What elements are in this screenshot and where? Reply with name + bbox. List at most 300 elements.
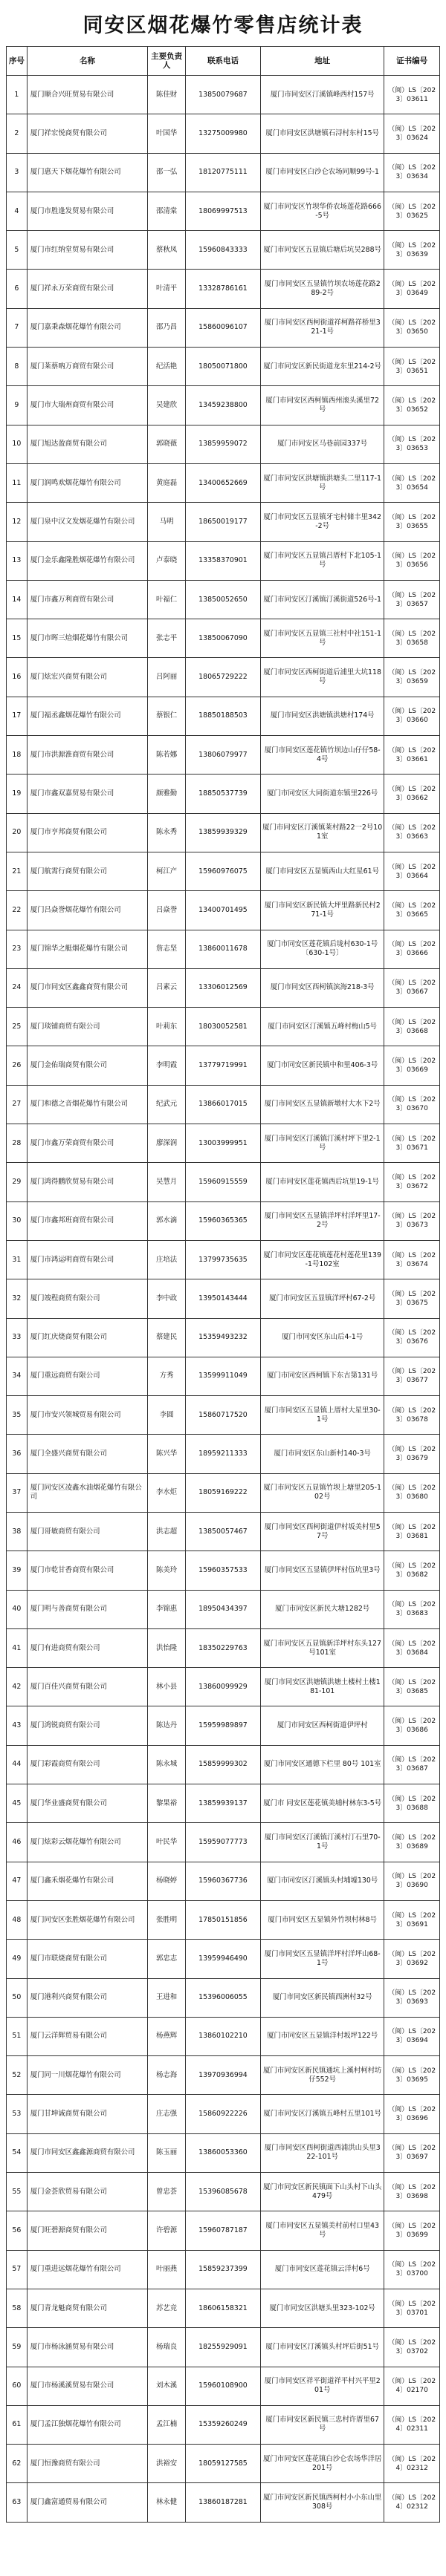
cell-license: （闽）LS〔2023〕03661 [384, 736, 440, 775]
cell-name: 厦门全盛兴商贸有限公司 [27, 1435, 148, 1473]
cell-phone: 15396006055 [185, 1978, 260, 2017]
cell-index: 40 [7, 1590, 28, 1628]
cell-license: （闽）LS〔2023〕03652 [384, 386, 440, 425]
cell-name: 厦门炫宏兴商贸有限公司 [27, 658, 148, 697]
cell-address: 厦门市同安区五显镇美村前村口里43号 [261, 2211, 384, 2250]
cell-index: 17 [7, 697, 28, 735]
cell-phone: 18850537739 [185, 775, 260, 813]
cell-person: 洪志超 [148, 1512, 186, 1551]
cell-person: 陈永秀 [148, 813, 186, 852]
cell-address: 厦门市同安区汀溪镇头村埔墟130号 [261, 1862, 384, 1900]
cell-index: 37 [7, 1473, 28, 1512]
cell-name: 厦门金荟欣贸易有限公司 [27, 2173, 148, 2211]
cell-address: 厦门市同安区五显镇上厝村大星里30-1号 [261, 1396, 384, 1435]
cell-index: 14 [7, 580, 28, 619]
cell-name: 厦门炫彩云烟花爆竹有限公司 [27, 1823, 148, 1862]
cell-phone: 18069997513 [185, 192, 260, 230]
cell-license: （闽）LS〔2023〕03697 [384, 2133, 440, 2172]
cell-address: 厦门市同安区汀溪镇汀溪村汀石里70-1号 [261, 1823, 384, 1862]
cell-index: 38 [7, 1512, 28, 1551]
cell-name: 厦门金乐鑫隆胜烟花爆竹有限公司 [27, 541, 148, 580]
table-row [7, 1745, 440, 1784]
cell-address: 厦门市同安区五显镇竹坝农场莲花路289-2号 [261, 270, 384, 308]
table-row [7, 2173, 440, 2211]
cell-phone: 13860099929 [185, 1668, 260, 1706]
cell-license: （闽）LS〔2024〕02312 [384, 2445, 440, 2483]
cell-phone: 15959989897 [185, 1706, 260, 1745]
cell-name: 厦门市鑫邦班商贸有限公司 [27, 1201, 148, 1240]
cell-phone: 13306012569 [185, 968, 260, 1007]
cell-index: 52 [7, 2056, 28, 2095]
cell-index: 2 [7, 114, 28, 153]
cell-license: （闽）LS〔2023〕03699 [384, 2211, 440, 2250]
cell-license: （闽）LS〔2023〕03654 [384, 463, 440, 502]
cell-license: （闽）LS〔2024〕02170 [384, 2367, 440, 2405]
cell-person: 庄培法 [148, 1240, 186, 1279]
cell-person: 陈美玲 [148, 1551, 186, 1590]
cell-name: 厦门市鑫万利商贸有限公司 [27, 580, 148, 619]
cell-license: （闽）LS〔2023〕03611 [384, 76, 440, 114]
cell-index: 13 [7, 541, 28, 580]
cell-license: （闽）LS〔2023〕03666 [384, 930, 440, 968]
cell-address: 厦门市同安区五显镇洋坪村67-2号 [261, 1279, 384, 1318]
cell-person: 陈玉丽 [148, 2133, 186, 2172]
cell-person: 李中政 [148, 1279, 186, 1318]
table-row [7, 580, 440, 619]
cell-phone: 13358370901 [185, 541, 260, 580]
cell-license: （闽）LS〔2023〕03665 [384, 891, 440, 930]
cell-license: （闽）LS〔2023〕03653 [384, 425, 440, 463]
cell-address: 厦门市同安区西柯街道伊村坂美村里57号 [261, 1512, 384, 1551]
header-row [7, 47, 440, 76]
cell-phone: 15860922226 [185, 2095, 260, 2133]
cell-phone: 13806079977 [185, 736, 260, 775]
cell-index: 19 [7, 775, 28, 813]
cell-license: （闽）LS〔2023〕03686 [384, 1706, 440, 1745]
cell-person: 叶民华 [148, 1823, 186, 1862]
cell-phone: 13860187281 [185, 2483, 260, 2522]
cell-person: 杨瑞良 [148, 2328, 186, 2367]
cell-phone: 18030052581 [185, 1008, 260, 1046]
cell-address: 厦门市同安区西柯镇滨海218-3号 [261, 968, 384, 1007]
cell-address: 厦门市同安区莲花镇竹坝边山仔仔58-4号 [261, 736, 384, 775]
cell-license: （闽）LS〔2023〕03668 [384, 1008, 440, 1046]
table-row [7, 1823, 440, 1862]
cell-license: （闽）LS〔2023〕03658 [384, 619, 440, 658]
cell-index: 25 [7, 1008, 28, 1046]
cell-address: 厦门市同安区新民镇大坪里路新民村271-1号 [261, 891, 384, 930]
cell-address: 厦门市同安区新民街道龙东里214-2号 [261, 348, 384, 386]
cell-address: 厦门市 同安区莲花镇美埔村林东3-5号 [261, 1784, 384, 1823]
cell-index: 32 [7, 1279, 28, 1318]
cell-name: 厦门市联烧商贸有限公司 [27, 1940, 148, 1978]
cell-person: 柯江产 [148, 852, 186, 890]
cell-name: 厦门市胜逢发贸易有限公司 [27, 192, 148, 230]
cell-phone: 18959211333 [185, 1435, 260, 1473]
cell-license: （闽）LS〔2023〕03650 [384, 308, 440, 347]
cell-index: 33 [7, 1318, 28, 1357]
cell-person: 吕阿丽 [148, 658, 186, 697]
cell-address: 厦门市同安区五显镇三社村中社151-1号 [261, 619, 384, 658]
cell-phone: 15860717520 [185, 1396, 260, 1435]
cell-person: 叶国华 [148, 114, 186, 153]
cell-person: 王进和 [148, 1978, 186, 2017]
cell-address: 厦门市同安区五显镇新墩村大水下2号 [261, 1085, 384, 1124]
cell-name: 厦门润鸣欢烟花爆竹有限公司 [27, 463, 148, 502]
cell-index: 12 [7, 503, 28, 541]
cell-index: 42 [7, 1668, 28, 1706]
cell-address: 厦门市同安区莲花镇西后坑里19-1号 [261, 1163, 384, 1201]
cell-index: 55 [7, 2173, 28, 2211]
cell-phone: 15859999302 [185, 1745, 260, 1784]
cell-index: 21 [7, 852, 28, 890]
cell-address: 厦门市同安区西柯街道后浦里大坑118号 [261, 658, 384, 697]
cell-index: 15 [7, 619, 28, 658]
cell-name: 厦门市洪源淮商贸有限公司 [27, 736, 148, 775]
cell-person: 蔡建民 [148, 1318, 186, 1357]
cell-index: 35 [7, 1396, 28, 1435]
cell-address: 厦门市同安区五显镇新洋坪村东头127号101室 [261, 1628, 384, 1667]
cell-phone: 15960843333 [185, 231, 260, 270]
table-row [7, 153, 440, 192]
cell-address: 厦门市同安区新民镇面下山头村下山头479号 [261, 2173, 384, 2211]
cell-index: 31 [7, 1240, 28, 1279]
cell-address: 厦门市同安区五显镇洋坪村洋坪山68-1号 [261, 1940, 384, 1978]
cell-index: 22 [7, 891, 28, 930]
table-row [7, 2250, 440, 2289]
cell-address: 厦门市同安区通德下栏里 80号 101室 [261, 1745, 384, 1784]
cell-phone: 15960976075 [185, 852, 260, 890]
cell-address: 厦门市同安区莲花镇后垅村630-1号〔630-1号〕 [261, 930, 384, 968]
table-row [7, 114, 440, 153]
cell-person: 黄庭磊 [148, 463, 186, 502]
table-row [7, 1473, 440, 1512]
table-row [7, 1008, 440, 1046]
table-row [7, 813, 440, 852]
cell-phone: 17850151856 [185, 1900, 260, 1939]
cell-name: 厦门华业盛商贸有限公司 [27, 1784, 148, 1823]
cell-name: 厦门和德之音烟花爆竹有限公司 [27, 1085, 148, 1124]
cell-address: 厦门市同安区汀溪镇汀溪街道526号-1 [261, 580, 384, 619]
cell-license: （闽）LS〔2023〕03660 [384, 697, 440, 735]
cell-name: 厦门旺碧源商贸有限公司 [27, 2211, 148, 2250]
table-row [7, 775, 440, 813]
cell-name: 厦门市乾甘香商贸有限公司 [27, 1551, 148, 1590]
cell-index: 54 [7, 2133, 28, 2172]
cell-name: 厦门重远商贸有限公司 [27, 1357, 148, 1395]
cell-address: 厦门市同安区五显镇洋坪村洋坪里17-2号 [261, 1201, 384, 1240]
table-row [7, 503, 440, 541]
cell-address: 厦门市同安区汀溪镇峰西村157号 [261, 76, 384, 114]
cell-name: 厦门市安兴领城贸易有限公司 [27, 1396, 148, 1435]
cell-phone: 13850052650 [185, 580, 260, 619]
table-row [7, 736, 440, 775]
cell-address: 厦门市同安区洪塘镇洪塘土楼村土楼181-101 [261, 1668, 384, 1706]
cell-index: 3 [7, 153, 28, 192]
header-phone: 联系电话 [185, 47, 260, 76]
table-row [7, 1978, 440, 2017]
cell-phone: 18050071800 [185, 348, 260, 386]
cell-name: 厦门莱蔡吶万商贸有限公司 [27, 348, 148, 386]
table-row [7, 1940, 440, 1978]
cell-index: 58 [7, 2289, 28, 2327]
table-row [7, 1201, 440, 1240]
cell-index: 62 [7, 2445, 28, 2483]
cell-address: 厦门市同安区汀溪镇五峰村五里101号 [261, 2095, 384, 2133]
cell-name: 厦门同安区张胜烟花爆竹有限公司 [27, 1900, 148, 1939]
table-row [7, 2483, 440, 2522]
cell-address: 厦门市同安区新民大塘1282号 [261, 1590, 384, 1628]
cell-person: 郭晓薇 [148, 425, 186, 463]
cell-license: （闽）LS〔2023〕03695 [384, 2056, 440, 2095]
table-row [7, 270, 440, 308]
table-row [7, 658, 440, 697]
cell-license: （闽）LS〔2023〕03701 [384, 2289, 440, 2327]
cell-phone: 13859959072 [185, 425, 260, 463]
cell-name: 厦门市晖三煊烟花爆竹有限公司 [27, 619, 148, 658]
cell-index: 1 [7, 76, 28, 114]
cell-person: 陈永城 [148, 1745, 186, 1784]
cell-person: 陈若娜 [148, 736, 186, 775]
cell-address: 厦门市同安区东山新村140-3号 [261, 1435, 384, 1473]
table-row [7, 2328, 440, 2367]
cell-address: 厦门市同安区汀溪镇头村坪后街51号 [261, 2328, 384, 2367]
cell-person: 孟江楠 [148, 2405, 186, 2444]
cell-license: （闽）LS〔2023〕03655 [384, 503, 440, 541]
table-row [7, 1668, 440, 1706]
cell-name: 厦门孟江独烟花爆竹有限公司 [27, 2405, 148, 2444]
cell-phone: 15396085678 [185, 2173, 260, 2211]
cell-license: （闽）LS〔2023〕03682 [384, 1551, 440, 1590]
cell-phone: 15960787187 [185, 2211, 260, 2250]
table-row [7, 1124, 440, 1163]
cell-name: 厦门市同安区鑫鑫源商贸有限公司 [27, 2133, 148, 2172]
table-row [7, 1590, 440, 1628]
cell-person: 纪活艳 [148, 348, 186, 386]
cell-phone: 18065729222 [185, 658, 260, 697]
cell-address: 厦门市同安区新民镇中和里406-3号 [261, 1046, 384, 1085]
document-title: 同安区烟花爆竹零售店统计表 [83, 13, 363, 37]
cell-name: 厦门彩霞商贸有限公司 [27, 1745, 148, 1784]
table-row [7, 2445, 440, 2483]
cell-name: 厦门泉中汉文发烟花爆竹有限公司 [27, 503, 148, 541]
cell-phone: 18606158321 [185, 2289, 260, 2327]
cell-phone: 13400701495 [185, 891, 260, 930]
cell-address: 厦门市同安区汀溪镇汀溪村坪下里2-1号 [261, 1124, 384, 1163]
cell-person: 苏艺竞 [148, 2289, 186, 2327]
cell-person: 李水炬 [148, 1473, 186, 1512]
cell-address: 厦门市同安区竹坝华侨农场莲花路666-5号 [261, 192, 384, 230]
cell-address: 厦门市同安区东山后4-1号 [261, 1318, 384, 1357]
cell-address: 厦门市同安区西柯街道西浦洪山头里322-101号 [261, 2133, 384, 2172]
cell-license: （闽）LS〔2023〕03677 [384, 1357, 440, 1395]
table-row [7, 2405, 440, 2444]
cell-license: （闽）LS〔2023〕03684 [384, 1628, 440, 1667]
cell-person: 曾忠荟 [148, 2173, 186, 2211]
cell-phone: 15859237399 [185, 2250, 260, 2289]
cell-index: 26 [7, 1046, 28, 1085]
cell-name: 厦门市鑫双嘉贸易有限公司 [27, 775, 148, 813]
cell-name: 厦门恒豫商贸有限公司 [27, 2445, 148, 2483]
cell-license: （闽）LS〔2023〕03691 [384, 1900, 440, 1939]
cell-phone: 13850057467 [185, 1512, 260, 1551]
cell-license: （闽）LS〔2023〕03689 [384, 1823, 440, 1862]
table-row [7, 2017, 440, 2055]
cell-name: 厦门甘坤诚商贸有限公司 [27, 2095, 148, 2133]
table-row [7, 231, 440, 270]
cell-person: 李明霞 [148, 1046, 186, 1085]
cell-person: 叶莉东 [148, 1008, 186, 1046]
cell-index: 41 [7, 1628, 28, 1667]
cell-license: （闽）LS〔2023〕03663 [384, 813, 440, 852]
cell-name: 厦门同一川烟花爆竹有限公司 [27, 2056, 148, 2095]
cell-index: 61 [7, 2405, 28, 2444]
cell-license: （闽）LS〔2023〕03667 [384, 968, 440, 1007]
cell-phone: 18255929091 [185, 2328, 260, 2367]
cell-phone: 13860053360 [185, 2133, 260, 2172]
table-row [7, 425, 440, 463]
cell-phone: 18120775111 [185, 153, 260, 192]
cell-phone: 18650019177 [185, 503, 260, 541]
table-row [7, 1900, 440, 1939]
cell-person: 蔡秋凤 [148, 231, 186, 270]
cell-address: 厦门市同安区西柯街道祥柯路祥桥里321-1号 [261, 308, 384, 347]
table-row [7, 852, 440, 890]
cell-address: 厦门市同安区新民镇西柯村小小东山里308号 [261, 2483, 384, 2522]
cell-name: 厦门青龙魁商贸有限公司 [27, 2289, 148, 2327]
cell-phone: 13970936994 [185, 2056, 260, 2095]
cell-name: 厦门鸿锐商贸有限公司 [27, 1706, 148, 1745]
cell-license: （闽）LS〔2023〕03702 [384, 2328, 440, 2367]
table-row [7, 697, 440, 735]
cell-phone: 15960365365 [185, 1201, 260, 1240]
cell-index: 24 [7, 968, 28, 1007]
cell-address: 厦门市同安区五显镇竹坝上塘里205-102号 [261, 1473, 384, 1512]
table-row [7, 619, 440, 658]
cell-name: 厦门琰铺商贸有限公司 [27, 1008, 148, 1046]
table-row [7, 76, 440, 114]
cell-index: 23 [7, 930, 28, 968]
cell-person: 杨晓婷 [148, 1862, 186, 1900]
cell-name: 厦门市鑫万荣商贸有限公司 [27, 1124, 148, 1163]
cell-phone: 13850067090 [185, 619, 260, 658]
cell-index: 47 [7, 1862, 28, 1900]
cell-address: 厦门市同安区莲花镇云洋村6号 [261, 2250, 384, 2289]
cell-name: 厦门市大瑞州商贸有限公司 [27, 386, 148, 425]
cell-phone: 13275009980 [185, 114, 260, 153]
cell-person: 刘木溪 [148, 2367, 186, 2405]
cell-phone: 15860096107 [185, 308, 260, 347]
table-row [7, 891, 440, 930]
cell-index: 34 [7, 1357, 28, 1395]
cell-address: 厦门市同安区新民镇三忠村许厝里67号 [261, 2405, 384, 2444]
table-row [7, 1085, 440, 1124]
cell-phone: 13599911049 [185, 1357, 260, 1395]
table-row [7, 386, 440, 425]
cell-person: 叶清平 [148, 270, 186, 308]
cell-person: 詹志坚 [148, 930, 186, 968]
cell-index: 16 [7, 658, 28, 697]
cell-license: （闽）LS〔2023〕03685 [384, 1668, 440, 1706]
cell-license: （闽）LS〔2023〕03651 [384, 348, 440, 386]
table-row [7, 968, 440, 1007]
cell-license: （闽）LS〔2023〕03625 [384, 192, 440, 230]
cell-phone: 15960367736 [185, 1862, 260, 1900]
cell-phone: 15960108900 [185, 2367, 260, 2405]
cell-license: （闽）LS〔2023〕03669 [384, 1046, 440, 1085]
table-row [7, 192, 440, 230]
cell-phone: 15359260249 [185, 2405, 260, 2444]
cell-address: 厦门市同安区大同街道东镇里226号 [261, 775, 384, 813]
cell-license: （闽）LS〔2023〕03681 [384, 1512, 440, 1551]
cell-license: （闽）LS〔2023〕03700 [384, 2250, 440, 2289]
cell-license: （闽）LS〔2024〕02312 [384, 2483, 440, 2522]
header-license: 证书编号 [384, 47, 440, 76]
cell-address: 厦门市同安区汀溪镇五峰村梅山5号 [261, 1008, 384, 1046]
cell-person: 卢泰晓 [148, 541, 186, 580]
cell-person: 吴慧月 [148, 1163, 186, 1201]
cell-name: 厦门旭达盈商贸有限公司 [27, 425, 148, 463]
cell-person: 郭忠志 [148, 1940, 186, 1978]
table-row [7, 2056, 440, 2095]
cell-person: 邵一弘 [148, 153, 186, 192]
cell-index: 43 [7, 1706, 28, 1745]
cell-address: 厦门市同安区新民镇通坑上溪村柯村坊仔552号 [261, 2056, 384, 2095]
cell-phone: 13866017015 [185, 1085, 260, 1124]
store-table [6, 46, 440, 2523]
cell-index: 6 [7, 270, 28, 308]
cell-index: 8 [7, 348, 28, 386]
cell-license: （闽）LS〔2023〕03690 [384, 1862, 440, 1900]
cell-name: 厦门市杨溪溪贸易有限公司 [27, 2367, 148, 2405]
cell-address: 厦门市同安区洪塘镇石浔村东村15号 [261, 114, 384, 153]
cell-index: 49 [7, 1940, 28, 1978]
table-row [7, 1784, 440, 1823]
cell-name: 厦门明与善商贸有限公司 [27, 1590, 148, 1628]
cell-name: 厦门市同安区鑫鑫商贸有限公司 [27, 968, 148, 1007]
cell-license: （闽）LS〔2024〕02311 [384, 2405, 440, 2444]
cell-address: 厦门市同安区洪塘镇洪塘头二里117-1号 [261, 463, 384, 502]
cell-name: 厦门吕焱誉烟花爆竹有限公司 [27, 891, 148, 930]
cell-person: 蔡银仁 [148, 697, 186, 735]
cell-index: 60 [7, 2367, 28, 2405]
cell-phone: 15960915559 [185, 1163, 260, 1201]
table-row [7, 1357, 440, 1395]
cell-phone: 13850079687 [185, 76, 260, 114]
table-row [7, 1279, 440, 1318]
cell-license: （闽）LS〔2023〕03664 [384, 852, 440, 890]
table-row [7, 308, 440, 347]
cell-address: 厦门市同安区西柯镇下东古第131号 [261, 1357, 384, 1395]
cell-phone: 13328786161 [185, 270, 260, 308]
cell-license: （闽）LS〔2023〕03657 [384, 580, 440, 619]
cell-index: 45 [7, 1784, 28, 1823]
table-row [7, 1628, 440, 1667]
table-row [7, 1862, 440, 1900]
cell-person: 吴建欣 [148, 386, 186, 425]
cell-phone: 13859939329 [185, 813, 260, 852]
cell-license: （闽）LS〔2023〕03624 [384, 114, 440, 153]
table-row [7, 2095, 440, 2133]
cell-phone: 18950434397 [185, 1590, 260, 1628]
cell-license: （闽）LS〔2023〕03656 [384, 541, 440, 580]
table-row [7, 2367, 440, 2405]
cell-address: 厦门市同安区祥平街道祥平村兴平里201号 [261, 2367, 384, 2405]
cell-license: （闽）LS〔2023〕03670 [384, 1085, 440, 1124]
cell-license: （闽）LS〔2023〕03671 [384, 1124, 440, 1163]
cell-name: 厦门鑫禾烟花爆竹有限公司 [27, 1862, 148, 1900]
cell-address: 厦门市同安区五显镇吕厝村下北105-1号 [261, 541, 384, 580]
